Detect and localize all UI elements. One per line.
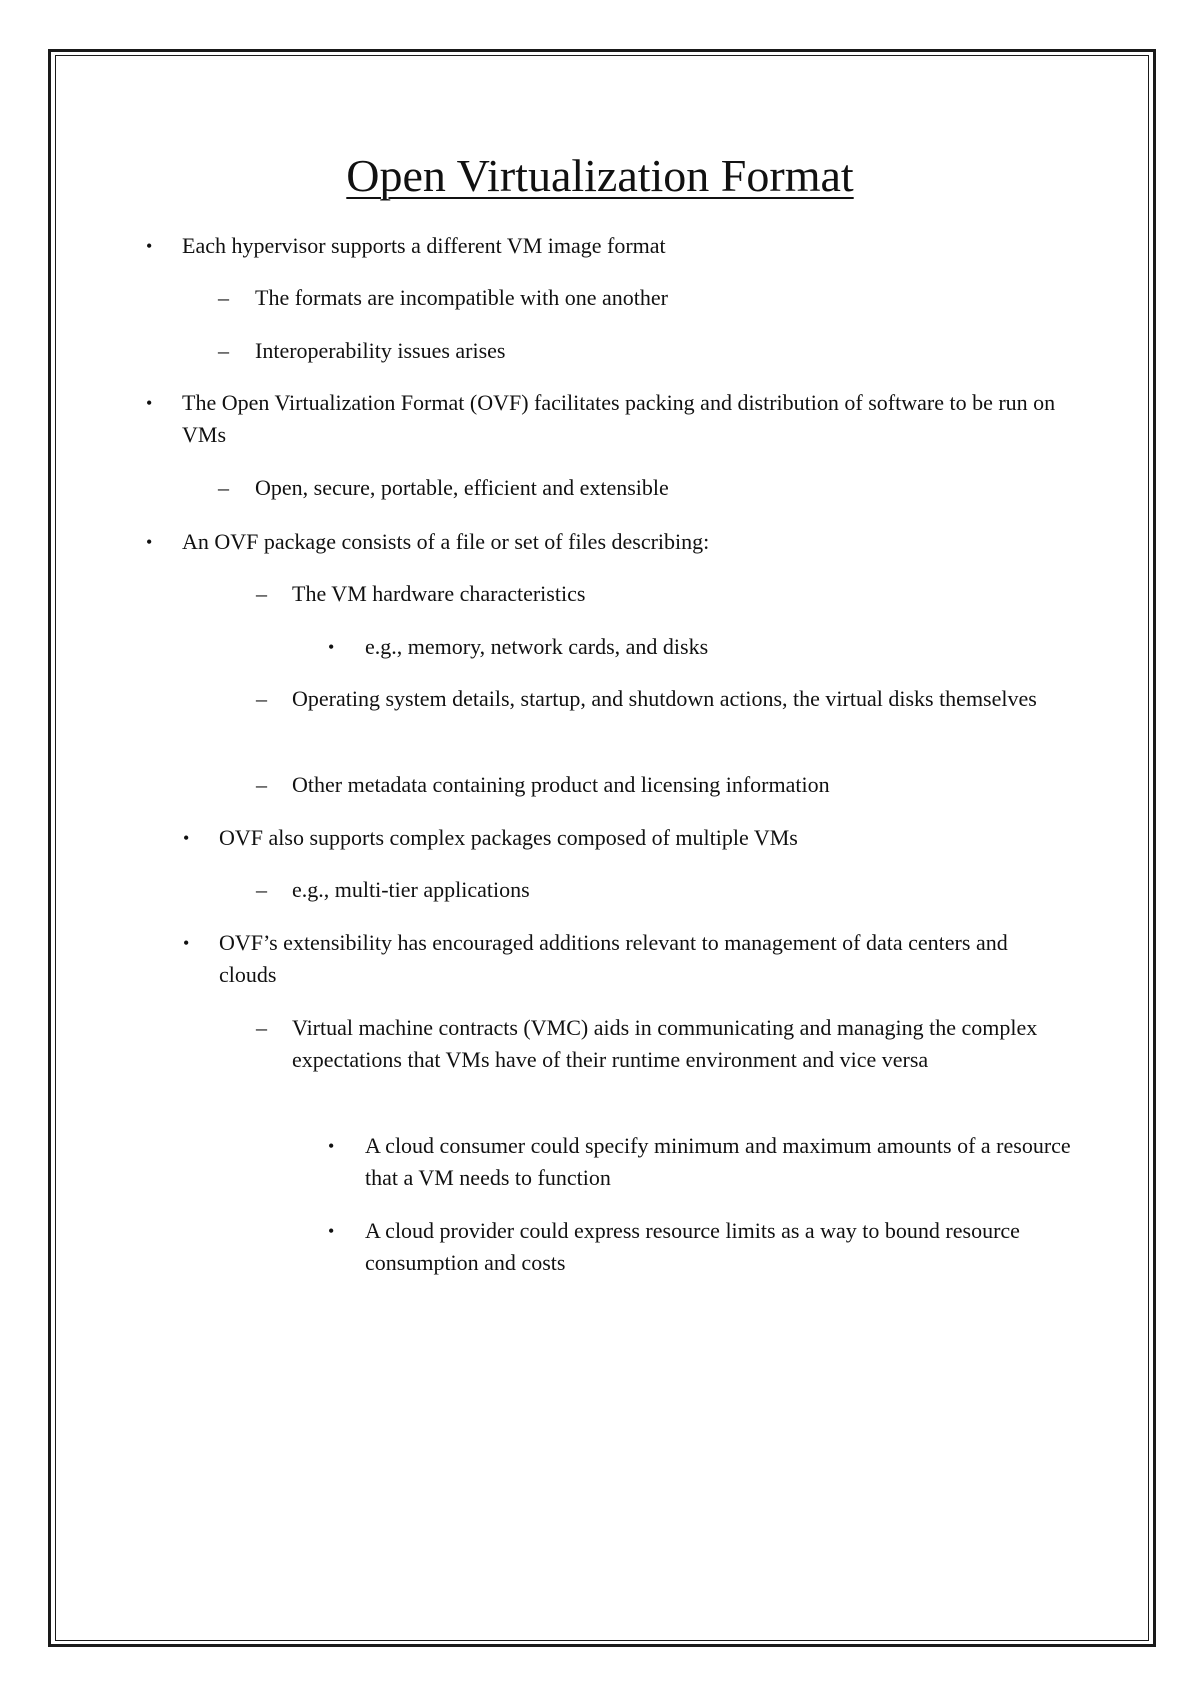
list-item-text: Open, secure, portable, efficient and extensible [255, 475, 669, 500]
dash-marker: – [218, 338, 229, 363]
list-item-text: A cloud provider could express resource limits as a way to bound resource consumption and costs [365, 1218, 1020, 1275]
bullet-marker: • [146, 236, 153, 256]
list-item-text: Each hypervisor supports a different VM image format [182, 233, 666, 258]
bullet-marker: • [183, 933, 190, 953]
list-item-text: Virtual machine contracts (VMC) aids in communicating and managing the complex expectations that VMs have of their runtime environment and vice versa [292, 1015, 1038, 1072]
dash-marker: – [218, 285, 229, 310]
list-item-text: Other metadata containing product and licensing information [292, 772, 830, 797]
list-item-text: An OVF package consists of a file or set of files describing: [182, 529, 710, 554]
dash-marker: – [256, 772, 267, 797]
list-item-text: OVF’s extensibility has encouraged additions relevant to management of data centers and clouds [219, 930, 1008, 987]
list-item-text: OVF also supports complex packages composed of multiple VMs [219, 825, 798, 850]
dash-marker: – [256, 686, 267, 711]
list-item-text: Operating system details, startup, and shutdown actions, the virtual disks themselves [292, 686, 1037, 711]
dash-marker: – [218, 475, 229, 500]
dash-marker: – [256, 581, 267, 606]
bullet-marker: • [328, 637, 335, 657]
list-item-text: Interoperability issues arises [255, 338, 506, 363]
list-item-text: The formats are incompatible with one another [255, 285, 668, 310]
bullet-marker: • [328, 1136, 335, 1156]
list-item-text: The Open Virtualization Format (OVF) facilitates packing and distribution of software to be run on VMs [182, 390, 1056, 447]
list-item-text: e.g., multi-tier applications [292, 877, 530, 902]
bullet-marker: • [183, 828, 190, 848]
list-item-text: The VM hardware characteristics [292, 581, 586, 606]
bullet-marker: • [146, 532, 153, 552]
dash-marker: – [256, 877, 267, 902]
bullet-marker: • [146, 393, 153, 413]
dash-marker: – [256, 1015, 267, 1040]
list-item-text: A cloud consumer could specify minimum and maximum amounts of a resource that a VM needs to function [365, 1133, 1071, 1190]
list-item-text: e.g., memory, network cards, and disks [365, 634, 709, 659]
bullet-marker: • [328, 1221, 335, 1241]
page-title: Open Virtualization Format [346, 150, 854, 201]
